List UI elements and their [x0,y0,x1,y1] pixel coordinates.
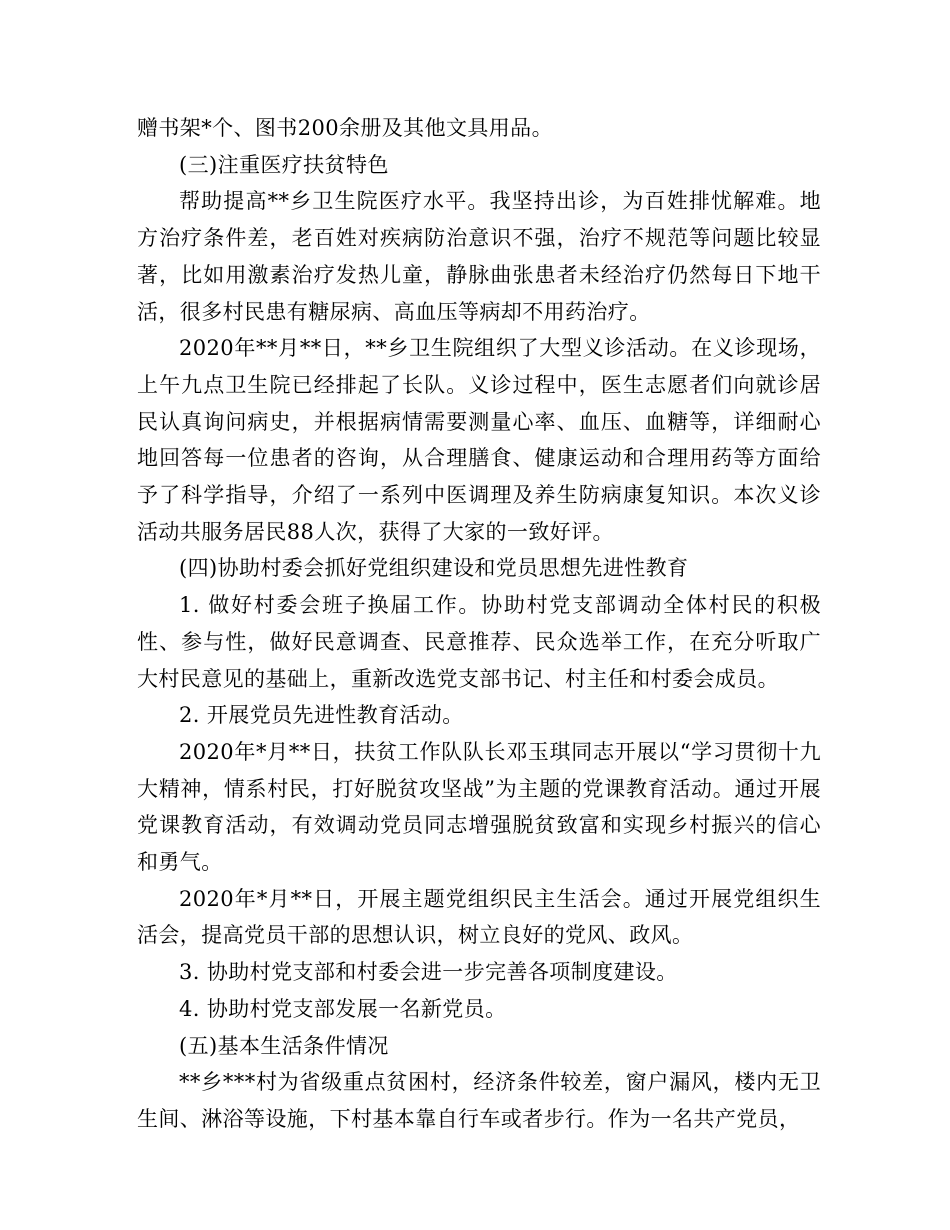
paragraph-democratic-meeting: 2020年*月**日，开展主题党组织民主生活会。通过开展党组织生活会，提高党员干部的思想认识，树立良好的党风、政风。 [137,886,821,948]
list-item-2-education: 2. 开展党员先进性教育活动。 [179,703,464,728]
paragraph-continuation: 赠书架*个、图书200余册及其他文具用品。 [137,116,553,140]
paragraph-free-clinic: 2020年**月**日，**乡卫生院组织了大型义诊活动。在义诊现场，上午九点卫生院已经排起了长队。义诊过程中，医生志愿者们向就诊居民认真询问病史，并根据病情需要测量心率、血压、血糖等，详细耐心地回答每一位患者的咨询，从合理膳食、健康运动和合理用药等方面给予了科学指导，介绍了一系列中医调理及养生防病康复知识。本次义诊活动共服务居民88人次，获得了大家的一致好评。 [137,336,821,544]
paragraph-medical-level: 帮助提高**乡卫生院医疗水平。我坚持出诊，为百姓排忧解难。地方治疗条件差，老百姓对疾病防治意识不强，治疗不规范等问题比较显著，比如用激素治疗发热儿童，静脉曲张患者未经治疗仍然每日下地干活，很多村民患有糖尿病、高血压等病却不用药治疗。 [137,189,821,324]
list-item-3-systems: 3. 协助村党支部和村委会进一步完善各项制度建设。 [179,960,678,985]
section-heading-party-building: (四)协助村委会抓好党组织建设和党员思想先进性教育 [179,556,689,581]
list-item-4-new-member: 4. 协助村党支部发展一名新党员。 [179,996,507,1021]
paragraph-party-lecture: 2020年*月**日，扶贫工作队队长邓玉琪同志开展以“学习贯彻十九大精神，情系村民，打好脱贫攻坚战”为主题的党课教育活动。通过开展党课教育活动，有效调动党员同志增强脱贫致富和实现乡村振兴的信心和勇气。 [137,739,821,875]
section-heading-living-conditions: (五)基本生活条件情况 [179,1033,389,1058]
document-body [137,110,821,1138]
section-heading-medical: (三)注重医疗扶贫特色 [179,152,389,177]
paragraph-village-conditions: **乡***村为省级重点贫困村，经济条件较差，窗户漏风，楼内无卫生间、淋浴等设施，下村基本靠自行车或者步行。作为一名共产党员， [137,1070,821,1131]
list-item-1-election: 1. 做好村委会班子换届工作。协助村党支部调动全体村民的积极性、参与性，做好民意调查、民意推荐、民众选举工作，在充分听取广大村民意见的基础上，重新改选党支部书记、村主任和村委会成员。 [137,593,821,691]
